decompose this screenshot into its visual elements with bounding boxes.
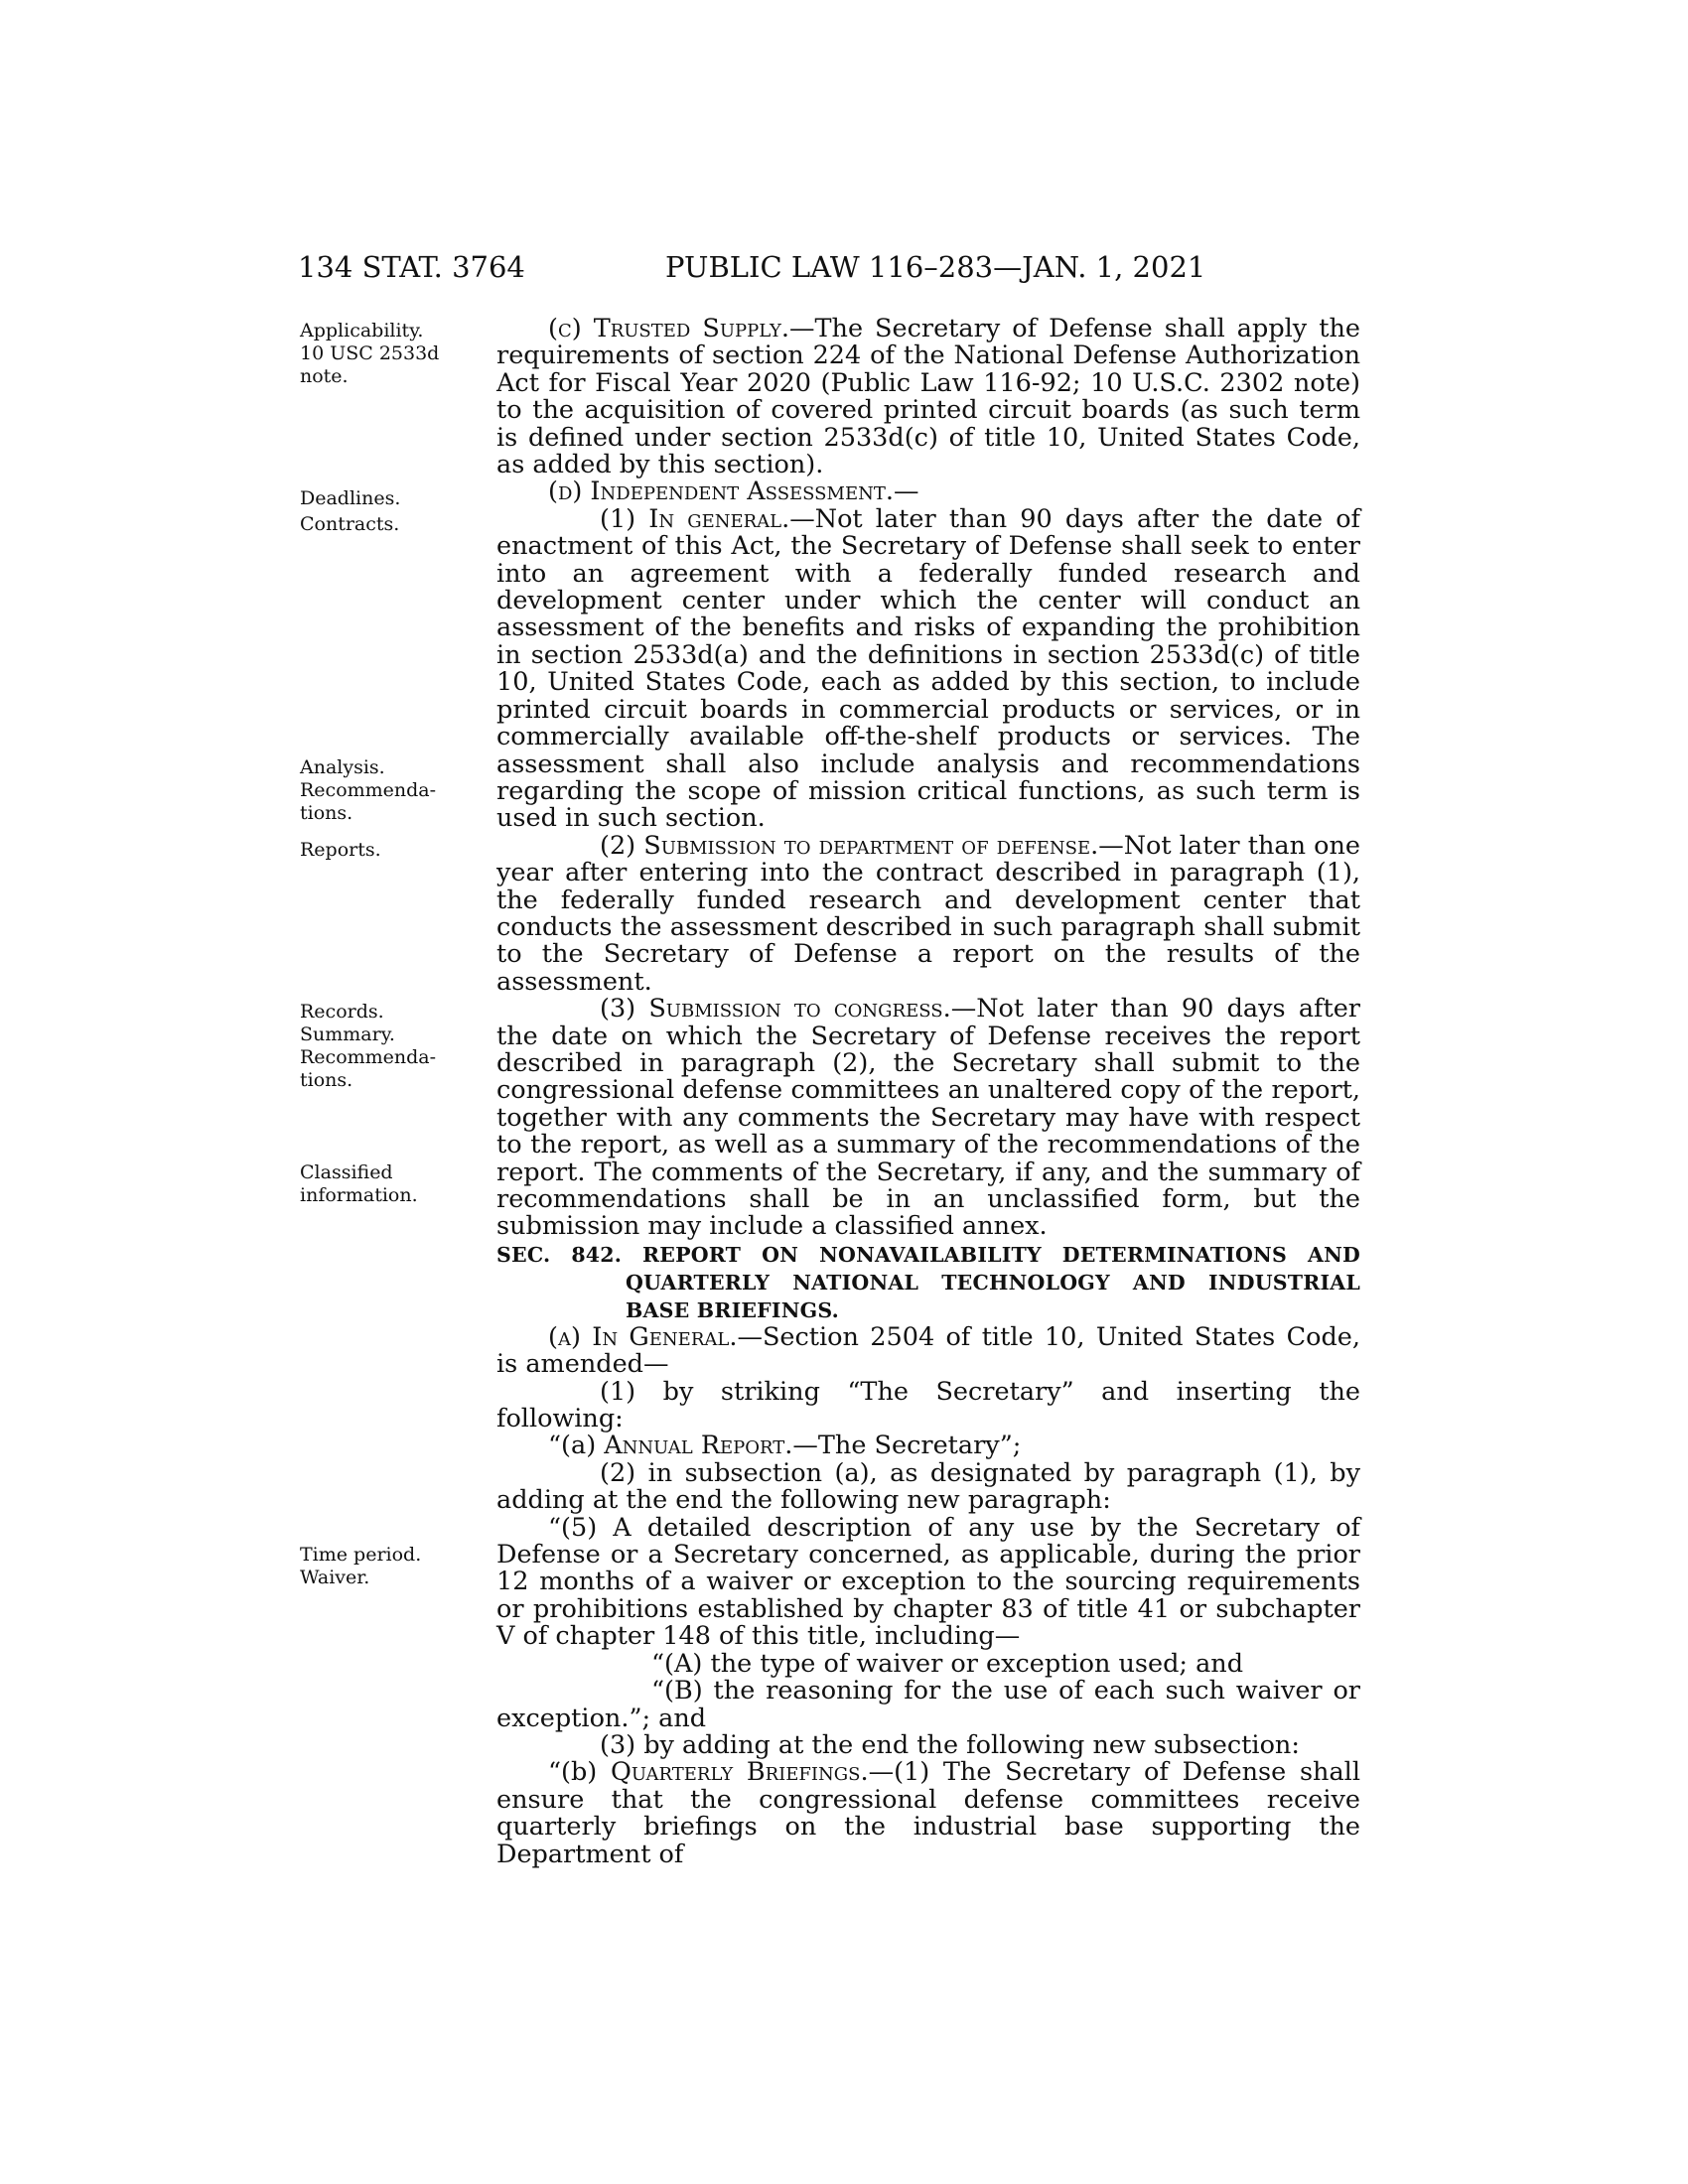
statute-page-number: 134 STAT. 3764	[298, 250, 525, 284]
margin-note-analysis: Analysis. Recommenda- tions.	[300, 756, 437, 824]
paragraph-a3: (3) by adding at the end the following new subsection:	[600, 1729, 1300, 1760]
section-heading: SEC. 842. REPORT ON NONAVAILABILITY DETERMINATIONS AND QUARTERLY NATIONAL TECHNOLOGY AND INDUSTRIAL BASE BRIEFINGS.	[496, 1242, 1360, 1322]
subsection-a: (a) In General.—Section 2504 of title 10, United States Code, is amended—	[496, 1321, 1360, 1380]
quoted-clause-b: “(B) the reasoning for the use of each such waiver or exception.”; and	[496, 1676, 1360, 1733]
margin-note-deadlines: Deadlines.	[300, 487, 401, 509]
paragraph-a1: (1) by striking “The Secretary” and inserting the following:	[496, 1376, 1360, 1434]
quoted-quarterly-briefings: “(b) Quarterly Briefings.—(1) The Secretary of Defense shall ensure that the congressional defense committees receive quarterly briefings on the industrial base supporting the Department of	[496, 1757, 1360, 1869]
paragraph-a2: (2) in subsection (a), as designated by paragraph (1), by adding at the end the following new paragraph:	[496, 1457, 1360, 1516]
subsection-c: (c) Trusted Supply.—The Secretary of Defense shall apply the requirements of section 224 of the National Defense Authorization Act for Fiscal Year 2020 (Public Law 116-92; 10 U.S.C. 2302 note) to the acquisition of covered printed circuit boards (as such term is defined under section 2533d(c) of title 10, United States Code, as added by this section).	[496, 314, 1360, 480]
subsection-d-heading: (d) Independent Assessment.—	[548, 477, 919, 507]
margin-note-applicability: Applicability. 10 USC 2533d note.	[300, 320, 440, 387]
quoted-clause-a: “(A) the type of waiver or exception used; and	[651, 1648, 1244, 1679]
quoted-paragraph-5: “(5) A detailed description of any use by the Secretary of Defense or a Secretary concerned, as applicable, during the prior 12 months of a waiver or exception to the sourcing requirements or prohibitions established by chapter 83 of title 41 or subchapter V of chapter 148 of this title, including—	[496, 1512, 1360, 1652]
quoted-annual-report: “(a) Annual Report.—The Secretary”;	[548, 1431, 1022, 1461]
law-text	[496, 316, 1360, 1868]
page-header	[298, 250, 1370, 290]
margin-note-contracts: Contracts.	[300, 513, 400, 535]
margin-note-classified: Classified information.	[300, 1161, 418, 1206]
margin-note-records: Records. Summary. Recommenda- tions.	[300, 1001, 437, 1091]
margin-note-reports: Reports.	[300, 839, 381, 861]
margin-note-time-period: Time period. Waiver.	[300, 1544, 422, 1588]
paragraph-d3: (3) Submission to congress.—Not later than 90 days after the date on which the Secretary of Defense receives the report described in paragraph (2), the Secretary shall submit to the congressional defense committees an unaltered copy of the report, together with any comments the Secretary may have with respect to the report, as well as a summary of the recommendations of the report. The comments of the Secretary, if any, and the summary of recommendations shall be in an unclassified form, but the submission may include a classified annex.	[496, 994, 1360, 1242]
paragraph-d1: (1) In general.—Not later than 90 days after the date of enactment of this Act, the Secretary of Defense shall seek to enter into an agreement with a federally funded research and development center under which the center will conduct an assessment of the benefits and risks of expanding the prohibition in section 2533d(a) and the definitions in section 2533d(c) of title 10, United States Code, each as added by this section, to include printed circuit boards in commercial products or services, or in commercially available off-the-shelf products or services. The assessment shall also include analysis and recommendations regarding the scope of mission critical functions, as such term is used in such section.	[496, 503, 1360, 834]
public-law-title: PUBLIC LAW 116–283—JAN. 1, 2021	[665, 250, 1206, 284]
paragraph-d2: (2) Submission to department of defense.—Not later than one year after entering into the contract described in paragraph (1), the federally funded research and development center that conducts the assessment described in such paragraph shall submit to the Secretary of Defense a report on the results of the assessment.	[496, 830, 1361, 997]
